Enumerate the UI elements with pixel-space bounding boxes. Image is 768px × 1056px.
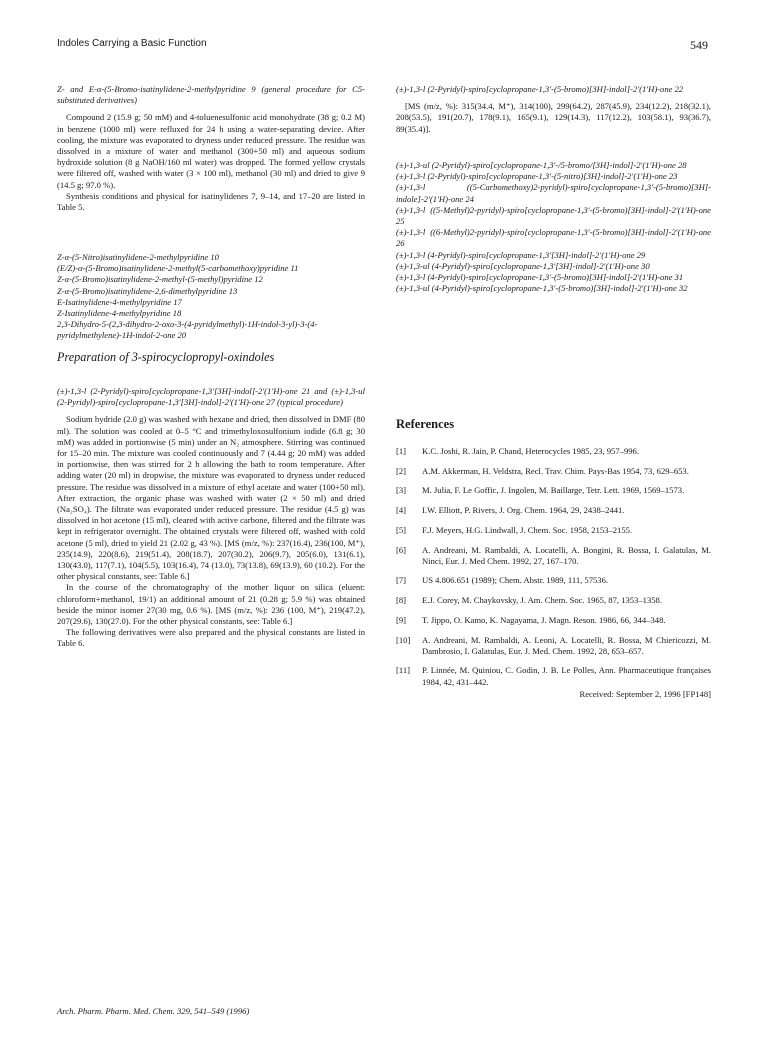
reference-item [396, 525, 711, 536]
reference-item [396, 446, 711, 457]
compound-entry: Z-α-(5-Nitro)isatinylidene-2-methylpyridine 10 [57, 252, 219, 262]
section-title: Preparation of 3-spirocyclopropyl-oxindoles [57, 350, 275, 364]
procedure-paragraph: Sodium hydride (2.0 g) was washed with hexane and dried, then dissolved in DMF (80 ml). The solution was cooled at 0–5 °C and trimethyloxosulfonium iodide (6.8 g; 30 mM) was added in portionwise (5 min) under an N₂ atmosphere. Stirring was continued for 15–20 min. The mixture was cooled continuously and 7 (4.44 g; 20 mM) was added in portionwise, then was stirred for 2 h allowing the bath to room temperature. After adding water (20 ml) in dropwise, the mixture was evaporated to dryness under reduced pressure. The residue was dissolved in a mixture of ethyl acetate and water (100+50 ml). After extraction, the organic phase was washed with water (2 × 50 ml) and dried (Na₂SO₄). The filtrate was evaporated under reduced pressure. The residue (4.5 g) was dissolved in hot acetone (15 ml), cleared with active carbone, filtered and the filtrate was kept in refrigerator overnight. The obtained crystals were filtered off, washed with cold acetone (5 ml), dried to yield 21 (2.02 g, 43 %). [MS (m/z, %): 237(16.4), 236(100, M⁺), 235(14.9), 220(8.6), 219(51.4), 208(18.7), 207(30.2), 206(9.7), 205(6.0), 131(6.1), 130(43.0), 117(7.1), 104(5.5), 103(16.4), 74 (13.0), 73(13.8), 69(13.9), 60 (10.2). For the other physical constants, see: Table 6.] [57, 414, 365, 582]
page-number: 549 [690, 38, 708, 52]
compound-entry: (±)-1,3-ul (4-Pyridyl)-spiro[cyclopropane-1,3′-(5-bromo)[3H]-indol]-2′(1′H)-one 32 [396, 283, 688, 294]
reference-item [396, 575, 711, 586]
compound-list-left [57, 252, 365, 342]
reference-number: [5] [396, 524, 407, 535]
reference-number: [8] [396, 595, 407, 606]
reference-item [396, 505, 711, 516]
ms-data: [MS (m/z, %): 315(34.4, M⁺), 314(100), 299(64.2), 287(45.9), 234(12.2), 218(32.1), 208(53.5), 191(20.7), 178(9.1), 165(9.1), 129(14.3), 117(12.2), 103(58.1), 93(36.7), 89(35.4)]. [396, 101, 711, 134]
procedure-paragraph: The following derivatives were also prepared and the physical constants are listed in Table 6. [57, 627, 365, 649]
received-date: Received: September 2, 1996 [FP148] [579, 689, 711, 699]
reference-item [396, 635, 711, 657]
reference-number: [10] [396, 634, 411, 645]
compound-entry: (±)-1,3-l (4-Pyridyl)-spiro[cyclopropane-1,3′[3H]-indol]-2′(1′H)-one 29 [396, 249, 646, 260]
reference-text: US 4.806.651 (1989); Chem. Abstr. 1989, 111, 57536. [422, 575, 609, 586]
compound-entry: (±)-1,3-ul (4-Pyridyl)-spiro[cyclopropane-1,3′[3H]-indol]-2′(1′H)-one 30 [396, 260, 650, 271]
procedure-heading: (±)-1,3-l (2-Pyridyl)-spiro[cyclopropane-1,3′[3H]-indol]-2′(1′H)-one 21 and (±)-1,3-ul (2-Pyridyl)-spiro[cyclopropane-1,3′[3H]-indol]-2′(1′H)-one 27 (typical procedure) [57, 386, 365, 408]
left-column [57, 84, 365, 213]
reference-text: I.W. Elliott, P. Rivers, J. Org. Chem. 1964, 29, 2438–2441. [422, 505, 625, 516]
compound-entry: (±)-1,3-l ((6-Methyl)2-pyridyl)-spiro[cyclopropane-1,3′-(5-bromo)[3H]-indol]-2′(1′H)-one 26 [396, 227, 711, 249]
reference-item [396, 466, 711, 477]
reference-item [396, 595, 711, 606]
procedure-paragraph: In the course of the chromatography of the mother liquor on silica (eluent: chloroform+methanol, 19/1) an additional amount of 21 (0.28 g; 5.9 %) was obtained beside the minor isomer 27(30 mg, 0.6 %). [MS (m/z, %): 236 (100, M⁺), 219(47.2), 207(29.6), 130(27.0). For the other physical constants, see: Table 6.] [57, 582, 365, 627]
reference-item [396, 665, 711, 687]
compound-entry: Z-α-(5-Bromo)isatinylidene-2,6-dimethylpyridine 13 [57, 285, 238, 296]
reference-number: [11] [396, 665, 410, 676]
reference-item [396, 615, 711, 626]
reference-number: [2] [396, 465, 407, 476]
references-list [396, 446, 711, 696]
compound-entry: Z-Isatinylidene-4-methylpyridine 18 [57, 308, 182, 319]
procedure-paragraph: Synthesis conditions and physical for isatinylidenes 7, 9–14, and 17–20 are listed in Table 5. [57, 190, 365, 213]
reference-number: [6] [396, 544, 407, 555]
references-heading: References [396, 417, 455, 431]
compound-entry: (±)-1,3-l (2-Pyridyl)-spiro[cyclopropane-1,3′-(5-nitro)[3H]-indol]-2′(1′H)-one 23 [396, 171, 678, 182]
running-title: Indoles Carrying a Basic Function [57, 38, 207, 49]
journal-citation: Arch. Pharm. Pharm. Med. Chem. 329, 541–549 (1996) [57, 1006, 250, 1016]
reference-text: T. Jippo, O. Kamo, K. Nagayama, J. Magn. Reson. 1986, 66, 344–348. [422, 614, 666, 625]
reference-text: K.C. Joshi, R. Jain, P. Chand, Heterocycles 1985, 23, 957–996. [422, 446, 639, 456]
reference-text: F.J. Meyers, H.G. Lindwall, J. Chem. Soc. 1958, 2153–2155. [422, 524, 633, 535]
reference-text: A. Andreani, M. Rambaldi, A. Leoni, A. Locatelli, R. Bossa, M Chiericozzi, M. Dambrosio, I. Galatulas, Eur. J. Med. Chem. 1992, 28, 653–657. [422, 634, 711, 656]
compound-entry: (±)-1,3-l ((5-Carbomethoxy)2-pyridyl)-spiro[cyclopropane-1,3′-(5-bromo)[3H]-indole]-2′(1′H)-one 24 [396, 182, 711, 204]
compound-entry: (±)-1,3-l (4-Pyridyl)-spiro[cyclopropane-1,3′-(5-bromo)[3H]-indol]-2′(1′H)-one 31 [396, 272, 684, 283]
compound-entry: (±)-1,3-ul (2-Pyridyl)-spiro[cyclopropane-1,3′-/5-bromo/[3H]-indol]-2′(1′H)-one 28 [396, 160, 687, 170]
reference-text: A. Andreani, M. Rambaldi, A. Locatelli, A. Bongini, R. Bossa, I. Galatulas, M. Ninci, Eur. J. Med Chem. 1992, 27, 167–170. [422, 544, 711, 566]
reference-text: P. Linnée, M. Quiniou, C. Godin, J. B. Le Polles, Ann. Pharmaceutique françaises 1984, 42, 431–442. [422, 665, 711, 687]
reference-number: [4] [396, 505, 407, 516]
reference-text: A.M. Akkerman, H. Veldstra, Recl. Trav. Chim. Pays-Bas 1954, 73, 629–653. [422, 465, 689, 476]
compound-entry: 2,3-Dihydro-5-(2,3-dihydro-2-oxo-3-(4-pyridylmethyl)-1H-indol-3-yl)-3-(4-pyridylmethylene)-1H-indol-2-one 20 [57, 319, 318, 341]
reference-number: [9] [396, 614, 407, 625]
reference-number: [3] [396, 485, 407, 496]
reference-number: [1] [396, 446, 407, 456]
procedure-heading: Z- and E-α-(5-Bromo-isatinylidene-2-methylpyridine 9 (general procedure for C5-substituted derivatives) [57, 84, 365, 106]
compound-entry: E-Isatinylidene-4-methylpyridine 17 [57, 296, 182, 307]
reference-text: M. Julia, F. Le Goffic, J. Ingolen, M. Baillarge, Tetr. Lett. 1969, 1569–1573. [422, 485, 685, 496]
procedure-paragraph: Compound 2 (15.9 g; 50 mM) and 4-toluenesulfonic acid monohydrate (38 g; 0.2 M) in benzene (1000 ml) were refluxed for 24 h using a water-separating device. After cooling, the mixture was evaporated to dryness under reduced pressure. The residue was dissolved in a mixture of water and methanol (300+50 ml) and aqueous sodium hydroxide solution (8 g NaOH/160 ml water) was dropped. The formed yellow crystals were filtered off, washed with water (3 × 100 ml), methanol (30 ml) and dried to give 9 (14.5 g; 97.0 %). [57, 112, 365, 190]
compound-entry: (E/Z)-α-(5-Bromo)isatinylidene-2-methyl(5-carbomethoxy)pyridine 11 [57, 263, 299, 274]
compound-entry: Z-α-(5-Bromo)isatinylidene-2-methyl-(5-methyl)pyridine 12 [57, 274, 263, 285]
compound-entry: (±)-1,3-l ((5-Methyl)2-pyridyl)-spiro[cyclopropane-1,3′-(5-bromo)[3H]-indol]-2′(1′H)-one 25 [396, 204, 711, 227]
right-column [396, 84, 711, 135]
left-column-lower [57, 386, 365, 650]
reference-text: E.J. Corey, M. Chaykovsky, J. Am. Chem. Soc. 1965, 87, 1353–1358. [422, 595, 662, 606]
reference-number: [7] [396, 575, 407, 586]
reference-item [396, 485, 711, 496]
compound-list-right [396, 160, 711, 294]
reference-item [396, 545, 711, 567]
compound-entry: (±)-1,3-l (2-Pyridyl)-spiro[cyclopropane-1,3′-(5-bromo)[3H]-indol]-2′(1′H)-one 22 [396, 84, 684, 94]
